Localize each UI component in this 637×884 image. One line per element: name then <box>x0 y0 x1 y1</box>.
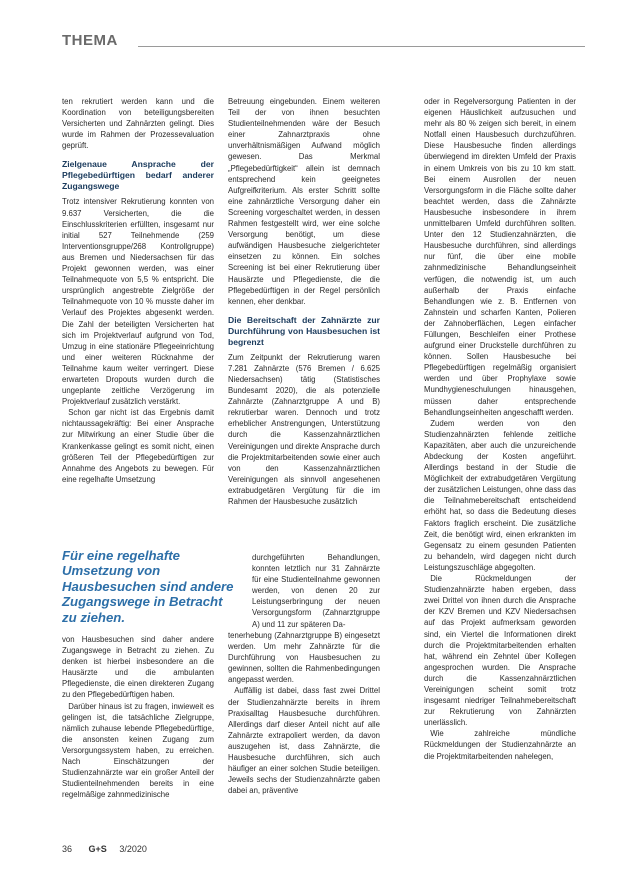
section-title: THEMA <box>62 32 118 49</box>
paragraph: Auffällig ist dabei, dass fast zwei Drittel der Studienzahnärzte bereits in ihrem Praxisalltag Hausbesuche durchführen. Allerdings darf dieser Anteil nicht auf alle Zahnärzte extrapoliert werden, da davon auszugehen ist, dass Zahnärzte, die Hausbesuche durchführen, sich auch häufiger an einer solchen Studie beteiligen. Jeweils sechs der Studienzahnärzte gaben dabei an, präventive <box>228 686 380 796</box>
paragraph: durchgeführten Behandlungen, konnten letztlich nur 31 Zahnärzte für eine Studienteilnahme gewonnen werden, von denen 20 zur Leistungserbringung der neuen Versorgungsform (Zahnarztgruppe A) und 11 zur späteren Da- <box>252 553 380 629</box>
column-2 <box>228 96 380 507</box>
paragraph: Trotz intensiver Rekrutierung konnten von 9.637 Versicherten, die die Einschlusskriterien erfüllten, insgesamt nur initial 527 Teilnehmende (259 Interventionsgruppe/268 Kontrollgruppe) aus Bremen und Niedersachsen für das Projekt gewonnen werden, was einer Teilnahmequote von 5,5 % entspricht. Die ursprünglich angestrebte Zielgröße der Teilnahmequote von 10 % musste daher im Verlauf des Projektes abgesenkt werden. Die Zahl der beteiligten Versicherten hat sich im Projektverlauf aufgrund von Tod, Umzug in eine stationäre Pflegeeinrichtung und einer weiteren Rücknahme der Teilnahme kaum weiter verringert. Diese erwarteten Dropouts wurden durch die ungeplante zeitliche Verzögerung im Projektverlauf zusätzlich verstärkt. <box>62 197 214 407</box>
column-3 <box>424 96 576 762</box>
paragraph: Darüber hinaus ist zu fragen, inwieweit es gelingen ist, die tatsächliche Zielgruppe, nämlich zuhause lebende Pflegebedürftige, die ansonsten keinen Zugang zum Versorgungssystem haben, zu erreichen. Nach Einschätzungen der Studienzahnärzte war ein großer Anteil der Studienteilnehmenden bereits in eine regelmäßige zahnmedizinische <box>62 701 214 800</box>
paragraph: Zudem werden von den Studienzahnärzten fehlende zeitliche Kapazitäten, aber auch die unzureichende Abdeckung der Kosten angeführt. Allerdings bestand in der Studie die Möglichkeit der extrabudgetären Vergütung der zusätzlichen Leistungen, ohne dass das die Teilnahmebereitschaft entscheidend erhöht hat, so dass die Bedeutung dieses Faktors fraglich erscheint. Die zusätzliche Zeit, die benötigt wird, einen erkrankten im Gegensatz zu einem gesunden Patienten zu behandeln, wird dagegen nicht durch Leistungszuschläge abgegolten. <box>424 418 576 572</box>
paragraph: oder in Regelversorgung Patienten in der eigenen Häuslichkeit aufzusuchen und mehr als 80 % zeigen sich bereit, in einem Notfall einen Hausbesuch durchzuführen. Diese Hausbesuche finden allerdings überwiegend im direkten Umfeld der Praxis in einem Umkreis von bis zu 10 km statt. Bei einem Ausrollen der neuen Versorgungsform in die Fläche sollte daher beachtet werden, dass die Zahnärzte Hausbesuche insbesondere in ihrem unmittelbaren Umfeld durchführen sollten. Unter den 12 Studienzahnärzten, die Hausbesuche durchführen, sind allerdings nur fünf, die über eine mobile zahnmedizinische Behandlungseinheit verfügen, die notwendig ist, um auch außerhalb der Praxis einfache Behandlungen wie z. B. Entfernen von Zahnstein und scharfen Kanten, Polieren der Zahnoberflächen, Legen einfacher Füllungen, Beschleifen einer Prothese aufgrund einer Druckstelle durchführen zu können. Sollen Hausbesuche bei Pflegebedürftigen regelmäßig organisiert werden und über Prophylaxe sowie Mundhygieneschulungen hinausgehen, müssen daher entsprechende Behandlungseinheiten angeschafft werden. <box>424 97 576 417</box>
page-header <box>62 32 585 54</box>
paragraph: Betreuung eingebunden. Einem weiteren Teil der von ihnen besuchten Studienteilnehmenden wäre der Besuch einer Zahnarztpraxis ohne unverhältnismäßigen Aufwand möglich gewesen. Das Merkmal „Pflegebedürftigkeit“ allein ist demnach entsprechend kein geeignetes Aufgreifkriterium. Als erster Schritt sollte eine zahnärztliche Versorgung daher ein Screening vorgeschaltet werden, in dessen Rahmen festgestellt wird, wer eine solche Versorgung benötigt, um diese aufwändigen Hausbesuche zielgerichteter einsetzen zu können. Ein solches Screening ist bei einer Rekrutierung über Hausärzte und Pflegedienste, die die Pflegebedürftigen in der Regel persönlich kennen, eher denkbar. <box>228 97 380 306</box>
paragraph: Wie zahlreiche mündliche Rückmeldungen der Studienzahnärzte an die Projektmitarbeitenden nahelegen, <box>424 729 576 761</box>
subheading: Die Bereitschaft der Zahnärzte zur Durchführung von Hausbesuchen ist begrenzt <box>228 314 380 347</box>
column-2-wrap <box>252 552 380 630</box>
paragraph: Zum Zeitpunkt der Rekrutierung waren 7.281 Zahnärzte (576 Bremen / 6.625 Niedersachsen) tätig (Statistisches Bundesamt 2020), die als potenzielle Zahnärzte (Zahnarztgruppe A und B) rekrutierbar waren. Dennoch und trotz erheblicher Anstrengungen, Unterstützung durch die Kassenzahnärztlichen Vereinigungen und direkte Ansprache durch die Projektmitarbeitenden sowie einer auch von den Kassenzahnärztlichen Vereinigungen als sinnvoll angesehenen extrabudgetären Vergütung für die im Rahmen der Hausbesuche zusätzlich <box>228 352 380 506</box>
column-1-lower <box>62 634 214 800</box>
page-number: 36 <box>62 844 73 854</box>
paragraph: von Hausbesuchen sind daher andere Zugangswege in Betracht zu ziehen. Zu denken ist hierbei insbesondere an die Hausärzte und die ambulanten Pflegedienste, die einen direkteren Zugang zu den Pflegebedürftigen haben. <box>62 635 214 700</box>
paragraph: tenerhebung (Zahnarztgruppe B) eingesetzt werden. Um mehr Zahnärzte für die Durchführung von Hausbesuchen zu gewinnen, sollten die Rahmenbedingungen angepasst werden. <box>228 631 380 685</box>
column-2-lower <box>228 630 380 796</box>
page-footer <box>62 844 147 854</box>
subheading: Zielgenaue Ansprache der Pflegebedürftigen bedarf anderer Zugangswege <box>62 159 214 192</box>
paragraph: ten rekrutiert werden kann und die Koordination von beteiligungsbereiten Versicherten und Zahnärzten gelingt. Dies wurde im Rahmen der Prozessevaluation geprüft. <box>62 97 214 151</box>
paragraph: Schon gar nicht ist das Ergebnis damit nichtaussagekräftig: Bei einer Ansprache zur Mitwirkung an einer Studie über die Krankenkasse gelingt es somit nicht, einen größeren Teil der Pflegebedürftigen zur Annahme des Angebots zu bewegen. Für eine regelhafte Umsetzung <box>62 408 214 484</box>
issue-number: 3/2020 <box>119 844 147 854</box>
paragraph: Die Rückmeldungen der Studienzahnärzte haben ergeben, dass zwei Drittel von ihnen durch die Ansprache der KZV Bremen und KZV Niedersachsen auf das Projekt aufmerksam geworden sind, ein Viertel die Informationen direkt durch die Projektmitarbeitenden erhalten hat, während ein Zehntel über Kollegen angesprochen wurden. Die Ansprache durch die Kassenzahnärztlichen Vereinigungen scheint somit trotz insgesamt niedriger Teilnahmebereitschaft zur Rekrutierung von Zahnärzten unerlässlich. <box>424 574 576 728</box>
column-1 <box>62 96 214 485</box>
header-rule <box>138 46 585 47</box>
magazine-logo: G+S <box>88 844 107 854</box>
pull-quote: Für eine regelhafte Umsetzung von Hausbesuchen sind andere Zugangswege in Betracht zu ziehen. <box>62 548 234 625</box>
